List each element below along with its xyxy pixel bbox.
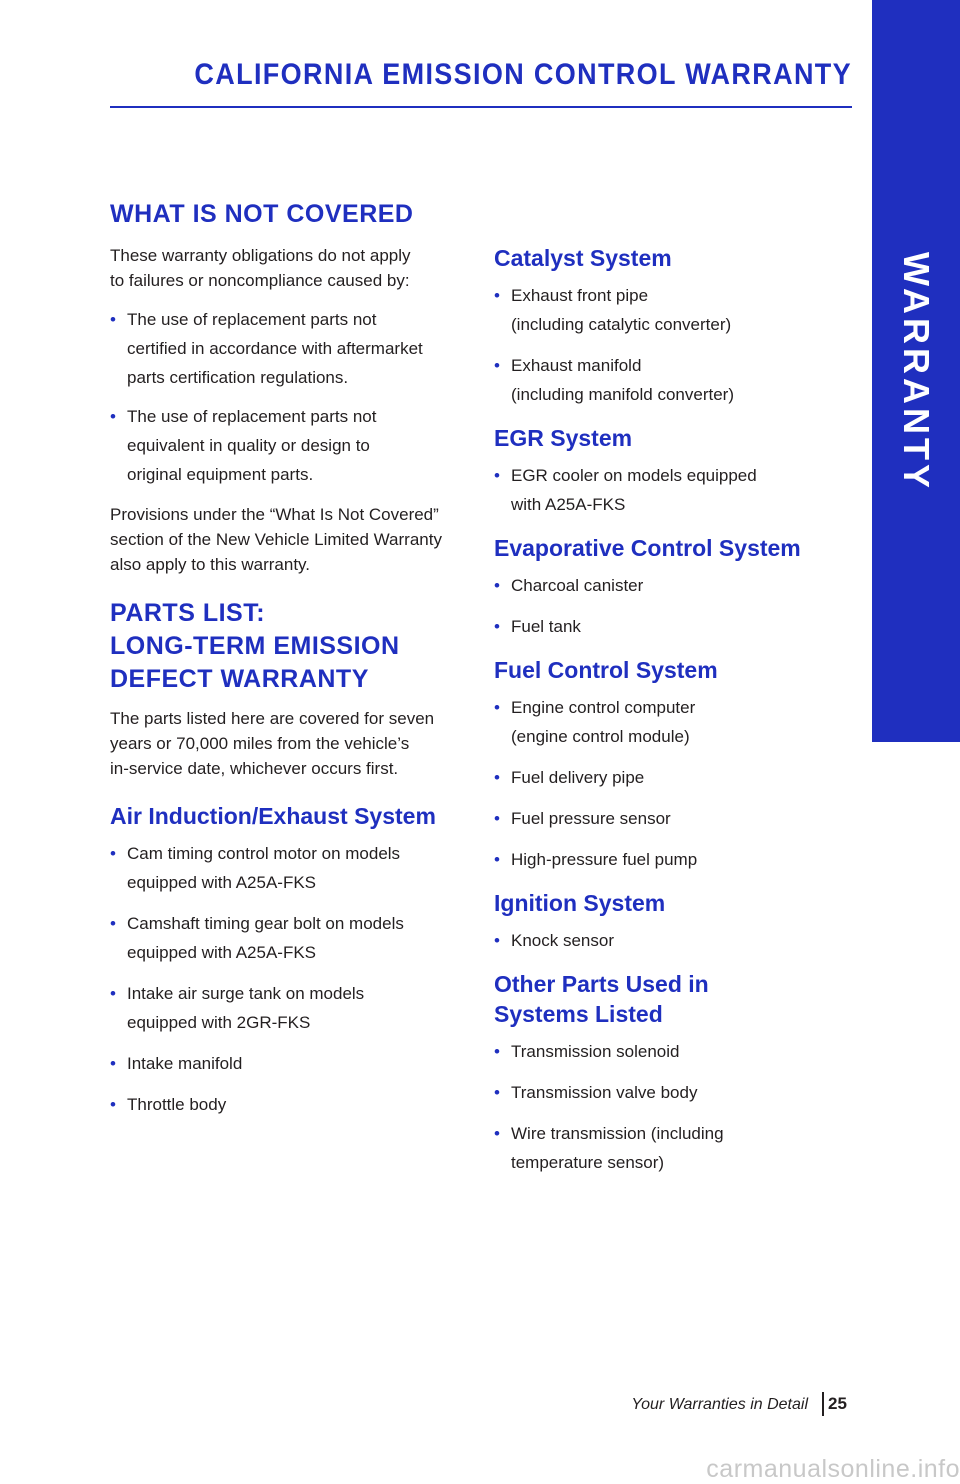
other-parts-heading: Other Parts Used in Systems Listed (494, 971, 709, 1027)
parts-list-heading: PARTS LIST: LONG-TERM EMISSION DEFECT WARRANTY (110, 599, 400, 693)
egr-heading: EGR System (494, 425, 633, 451)
ignition-heading: Ignition System (494, 890, 666, 916)
side-section-tab (872, 0, 960, 742)
side-tab-label: WARRANTY (896, 252, 937, 492)
fuel-control-heading: Fuel Control System (494, 657, 718, 683)
list-item: • Camshaft timing gear bolt on models equipped with A25A-FKS (110, 909, 460, 967)
list-item: • Transmission solenoid (494, 1037, 854, 1066)
right-column (494, 243, 854, 1177)
title-divider (110, 106, 852, 108)
left-column (110, 198, 460, 1119)
air-induction-list (110, 839, 460, 1119)
catalyst-heading: Catalyst System (494, 245, 672, 271)
list-item: • Fuel tank (494, 612, 854, 641)
list-item: • The use of replacement parts not equivalent in quality or design to original equipment parts. (110, 402, 460, 489)
catalyst-list (494, 281, 854, 409)
list-item: • High-pressure fuel pump (494, 845, 854, 874)
ignition-list (494, 926, 854, 955)
evaporative-list (494, 571, 854, 641)
list-item: • Exhaust manifold (including manifold converter) (494, 351, 854, 409)
list-item: • Intake air surge tank on models equipped with 2GR-FKS (110, 979, 460, 1037)
list-item: • Wire transmission (including temperature sensor) (494, 1119, 854, 1177)
page-number: 25 (828, 1394, 847, 1413)
parts-list-intro: The parts listed here are covered for seven years or 70,000 miles from the vehicle’s in-service date, whichever occurs first. (110, 709, 435, 778)
evaporative-heading: Evaporative Control System (494, 535, 801, 561)
list-item: • Cam timing control motor on models equipped with A25A-FKS (110, 839, 460, 897)
list-item: • Transmission valve body (494, 1078, 854, 1107)
list-item: • The use of replacement parts not certified in accordance with aftermarket parts certification regulations. (110, 305, 460, 392)
list-item: • Fuel pressure sensor (494, 804, 854, 833)
not-covered-list (110, 305, 460, 489)
list-item: • Exhaust front pipe (including catalytic converter) (494, 281, 854, 339)
list-item: • Knock sensor (494, 926, 854, 955)
egr-list (494, 461, 854, 519)
list-item: • Engine control computer (engine control module) (494, 693, 854, 751)
other-parts-list (494, 1037, 854, 1177)
list-item: • EGR cooler on models equipped with A25A-FKS (494, 461, 854, 519)
page-title: CALIFORNIA EMISSION CONTROL WARRANTY (194, 58, 852, 91)
watermark: carmanualsonline.info (706, 1455, 960, 1483)
list-item: • Fuel delivery pipe (494, 763, 854, 792)
list-item: • Intake manifold (110, 1049, 460, 1078)
provisions-paragraph: Provisions under the “What Is Not Covered” section of the New Vehicle Limited Warranty also apply to this warranty. (110, 505, 442, 574)
footer-divider (822, 1392, 824, 1416)
air-induction-heading: Air Induction/Exhaust System (110, 803, 436, 829)
list-item: • Throttle body (110, 1090, 460, 1119)
fuel-control-list (494, 693, 854, 874)
list-item: • Charcoal canister (494, 571, 854, 600)
not-covered-intro: These warranty obligations do not apply to failures or noncompliance caused by: (110, 246, 411, 290)
footer-section-label: Your Warranties in Detail (631, 1396, 808, 1413)
not-covered-heading: WHAT IS NOT COVERED (110, 200, 414, 228)
